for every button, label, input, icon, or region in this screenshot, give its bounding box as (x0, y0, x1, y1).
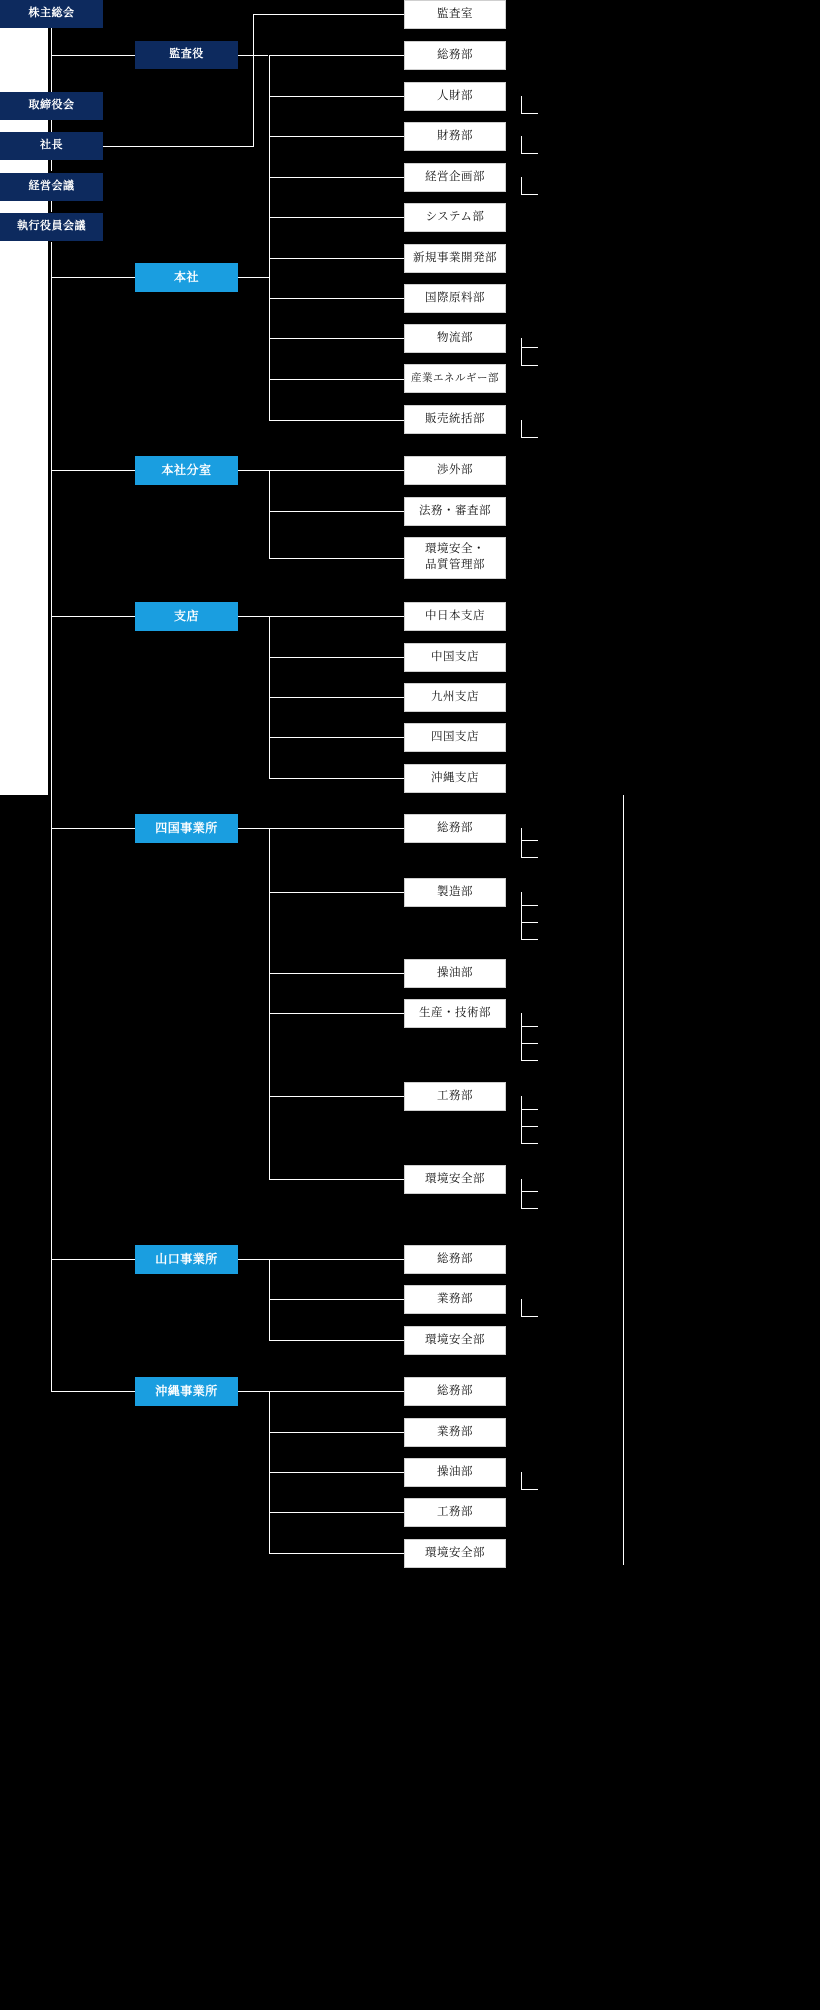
node-audit-office[interactable] (404, 0, 506, 29)
line-bunshitsu-spine (269, 470, 270, 558)
node-honsha-jinzai[interactable] (404, 82, 506, 111)
node-label: 執行役員会議 (17, 220, 86, 233)
line-mgmt-to-exec (51, 201, 52, 212)
node-label: 操油部 (437, 967, 473, 980)
node-honsha-shinki-jigyo-kaihatsu[interactable] (404, 244, 506, 273)
line-yamaguchi-dept-2 (269, 1299, 404, 1300)
node-yamaguchi-gyomu[interactable] (404, 1285, 506, 1314)
line-shiten-out (238, 616, 270, 617)
line-bunshitsu-dept-3 (269, 558, 404, 559)
line-shikoku-sub4-v (521, 1096, 522, 1144)
node-label: 渉外部 (437, 464, 473, 477)
node-honsha-hanbai-toukatsu[interactable] (404, 405, 506, 434)
node-yamaguchi-soumu[interactable] (404, 1245, 506, 1274)
node-label: 取締役会 (28, 99, 75, 112)
node-label: 人財部 (437, 90, 473, 103)
node-label: 業務部 (437, 1426, 473, 1439)
line-shikoku-sub3-v (521, 1013, 522, 1061)
line-shikoku-dept-5 (269, 1096, 404, 1097)
node-shikoku-soyu[interactable] (404, 959, 506, 988)
node-label: 操油部 (437, 1466, 473, 1479)
node-label: 中日本支店 (425, 610, 485, 623)
line-sub-kikaku-h (521, 194, 538, 195)
node-board-of-directors[interactable] (0, 92, 103, 120)
node-shiten-kyushu[interactable] (404, 683, 506, 712)
line-sub-zaimu-v (521, 136, 522, 154)
line-shiten-dept-4 (269, 737, 404, 738)
line-okinawa-dept-2 (269, 1432, 404, 1433)
node-label: 社長 (40, 139, 63, 152)
line-honsha-dept-3 (269, 136, 404, 137)
line-shikoku-sub2-h3 (521, 939, 538, 940)
node-bunshitsu-kankyo-anzen-hinshitsu[interactable] (404, 537, 506, 579)
line-shikoku-sub2-h1 (521, 905, 538, 906)
node-label: 工務部 (437, 1506, 473, 1519)
node-division-honsha-bunshitsu[interactable] (135, 456, 238, 485)
line-president-to-auditoffice-h (103, 146, 253, 147)
node-label: 販売統括部 (425, 413, 485, 426)
node-label: 総務部 (437, 1253, 473, 1266)
line-auditor-right (238, 55, 268, 56)
line-sub-zaimu-h (521, 153, 538, 154)
line-honsha-dept-2 (269, 96, 404, 97)
line-shiten-dept-1 (269, 616, 404, 617)
line-yamaguchi-sub-v (521, 1299, 522, 1317)
line-auditoffice-in (253, 14, 404, 15)
line-shikoku-sub3-h3 (521, 1060, 538, 1061)
line-shiten-dept-5 (269, 778, 404, 779)
line-honsha-dept-4 (269, 177, 404, 178)
line-shareholders-to-auditor (51, 55, 135, 56)
node-yamaguchi-kankyo-anzen[interactable] (404, 1326, 506, 1355)
node-honsha-keiei-kikaku[interactable] (404, 163, 506, 192)
node-shikoku-kankyo-anzen[interactable] (404, 1165, 506, 1194)
line-shikoku-sub4-h3 (521, 1143, 538, 1144)
line-okinawa-dept-5 (269, 1553, 404, 1554)
node-label: 国際原料部 (425, 292, 485, 305)
node-label: 経営会議 (28, 180, 75, 193)
node-label: 経営企画部 (425, 171, 485, 184)
node-label: 本社 (173, 270, 199, 284)
line-yamaguchi-dept-1 (269, 1259, 404, 1260)
line-shikoku-sub1-h2 (521, 857, 538, 858)
line-shiten-dept-2 (269, 657, 404, 658)
node-label: 四国事業所 (155, 821, 218, 835)
node-label: 総務部 (437, 822, 473, 835)
node-label: 九州支店 (431, 691, 479, 704)
line-branch-shikoku (51, 828, 135, 829)
line-shikoku-out (238, 828, 270, 829)
line-shikoku-dept-6 (269, 1179, 404, 1180)
node-shikoku-komu[interactable] (404, 1082, 506, 1111)
line-shikoku-sub2-h2 (521, 922, 538, 923)
line-honsha-dept-7 (269, 298, 404, 299)
node-label: 法務・審査部 (419, 505, 491, 518)
line-shikoku-sub1-h1 (521, 840, 538, 841)
node-division-shiten[interactable] (135, 602, 238, 631)
line-honsha-dept-10 (269, 420, 404, 421)
line-bunshitsu-dept-2 (269, 511, 404, 512)
line-right-rule (623, 795, 624, 1565)
node-bunshitsu-homu-shinsa[interactable] (404, 497, 506, 526)
node-label: 新規事業開発部 (413, 252, 497, 265)
line-okinawa-sub-v (521, 1472, 522, 1490)
node-label: システム部 (425, 211, 485, 224)
line-shikoku-sub3-h1 (521, 1026, 538, 1027)
line-shikoku-dept-4 (269, 1013, 404, 1014)
node-label: 沖縄支店 (431, 772, 479, 785)
line-yamaguchi-sub-h (521, 1316, 538, 1317)
node-honsha-sangyo-energy[interactable] (404, 364, 506, 393)
node-label: 株主総会 (28, 7, 75, 20)
node-shiten-nakanihon[interactable] (404, 602, 506, 631)
node-label: 監査役 (169, 48, 204, 61)
line-bunshitsu-dept-1 (269, 470, 404, 471)
node-shiten-chugoku[interactable] (404, 643, 506, 672)
line-shikoku-sub5-h1 (521, 1191, 538, 1192)
node-okinawa-komu[interactable] (404, 1498, 506, 1527)
node-label: 環境安全部 (425, 1334, 485, 1347)
node-label: 財務部 (437, 130, 473, 143)
node-honsha-kokusai-genryo[interactable] (404, 284, 506, 313)
line-branch-honsha (51, 277, 135, 278)
line-sub-butsuryu-h2 (521, 365, 538, 366)
node-honsha-butsuryu[interactable] (404, 324, 506, 353)
node-label: 業務部 (437, 1293, 473, 1306)
line-shikoku-spine (269, 828, 270, 1179)
line-honsha-dept-1 (269, 55, 404, 56)
node-label: 環境安全部 (425, 1173, 485, 1186)
line-okinawa-dept-3 (269, 1472, 404, 1473)
line-shikoku-sub3-h2 (521, 1043, 538, 1044)
line-okinawa-out (238, 1391, 270, 1392)
line-honsha-spine (269, 55, 270, 420)
node-shikoku-soumu[interactable] (404, 814, 506, 843)
node-label: 生産・技術部 (419, 1007, 491, 1020)
line-sub-hanbai-h (521, 437, 538, 438)
node-shiten-shikoku[interactable] (404, 723, 506, 752)
line-branch-shiten (51, 616, 135, 617)
node-management-meeting[interactable] (0, 173, 103, 201)
node-okinawa-gyomu[interactable] (404, 1418, 506, 1447)
line-okinawa-dept-1 (269, 1391, 404, 1392)
line-okinawa-sub-h (521, 1489, 538, 1490)
node-label: 沖縄事業所 (155, 1384, 218, 1398)
node-label: 環境安全部 (425, 1547, 485, 1560)
node-label: 産業エネルギー部 (411, 371, 499, 384)
line-shikoku-dept-1 (269, 828, 404, 829)
line-president-to-auditoffice-v (253, 14, 254, 147)
line-shikoku-sub2-v (521, 892, 522, 940)
line-branch-okinawa (51, 1391, 135, 1392)
line-sub-hanbai-v (521, 420, 522, 438)
line-shikoku-dept-3 (269, 973, 404, 974)
node-division-honsha[interactable] (135, 263, 238, 292)
node-label: 本社分室 (161, 463, 212, 477)
line-branch-yamaguchi (51, 1259, 135, 1260)
line-shikoku-sub4-h2 (521, 1126, 538, 1127)
line-honsha-dept-8 (269, 338, 404, 339)
node-label: 山口事業所 (155, 1252, 218, 1266)
line-branch-honsha-bunshitsu (51, 470, 135, 471)
node-shikoku-seisan-gijutsu[interactable] (404, 999, 506, 1028)
line-sub-butsuryu-h (521, 347, 538, 348)
node-honsha-system[interactable] (404, 203, 506, 232)
line-honsha-dept-5 (269, 217, 404, 218)
node-shareholders-meeting[interactable] (0, 0, 103, 28)
node-label-line1: 環境安全・ (425, 543, 485, 556)
line-sub-jinzai-h (521, 113, 538, 114)
node-label: 工務部 (437, 1090, 473, 1103)
node-label: 支店 (173, 609, 199, 623)
line-shikoku-sub5-v (521, 1179, 522, 1209)
node-label: 総務部 (437, 1385, 473, 1398)
node-division-shikoku-jigyosho[interactable] (135, 814, 238, 843)
line-shikoku-sub1-v (521, 828, 522, 858)
line-shiten-dept-3 (269, 697, 404, 698)
line-bunshitsu-out (238, 470, 270, 471)
node-division-yamaguchi-jigyosho[interactable] (135, 1245, 238, 1274)
node-okinawa-kankyo-anzen[interactable] (404, 1539, 506, 1568)
node-label: 四国支店 (431, 731, 479, 744)
node-division-okinawa-jigyosho[interactable] (135, 1377, 238, 1406)
line-shikoku-dept-2 (269, 892, 404, 893)
node-okinawa-soyu[interactable] (404, 1458, 506, 1487)
line-board-to-president (51, 120, 52, 130)
node-label: 製造部 (437, 886, 473, 899)
node-label: 物流部 (437, 332, 473, 345)
line-shikoku-sub4-h1 (521, 1109, 538, 1110)
node-president[interactable] (0, 132, 103, 160)
line-honsha-out (238, 277, 270, 278)
line-shikoku-sub5-h2 (521, 1208, 538, 1209)
node-auditor[interactable] (135, 41, 238, 69)
line-yamaguchi-out (238, 1259, 270, 1260)
line-main-spine (51, 242, 52, 1391)
line-sub-jinzai-v (521, 96, 522, 114)
line-yamaguchi-dept-3 (269, 1340, 404, 1341)
line-okinawa-dept-4 (269, 1512, 404, 1513)
node-shikoku-seizo[interactable] (404, 878, 506, 907)
node-label: 総務部 (437, 49, 473, 62)
node-honsha-zaimu[interactable] (404, 122, 506, 151)
line-sub-butsuryu-v (521, 338, 522, 366)
node-label-line2: 品質管理部 (425, 559, 485, 571)
line-sub-kikaku-v (521, 177, 522, 195)
node-okinawa-soumu[interactable] (404, 1377, 506, 1406)
node-label: 監査室 (437, 8, 473, 21)
line-president-to-mgmt (51, 160, 52, 171)
node-label: 中国支店 (431, 651, 479, 664)
line-honsha-dept-6 (269, 258, 404, 259)
node-honsha-soumu[interactable] (404, 41, 506, 70)
node-shiten-okinawa[interactable] (404, 764, 506, 793)
line-honsha-dept-9 (269, 379, 404, 380)
node-executive-officers-meeting[interactable] (0, 213, 103, 241)
node-bunshitsu-shogai[interactable] (404, 456, 506, 485)
